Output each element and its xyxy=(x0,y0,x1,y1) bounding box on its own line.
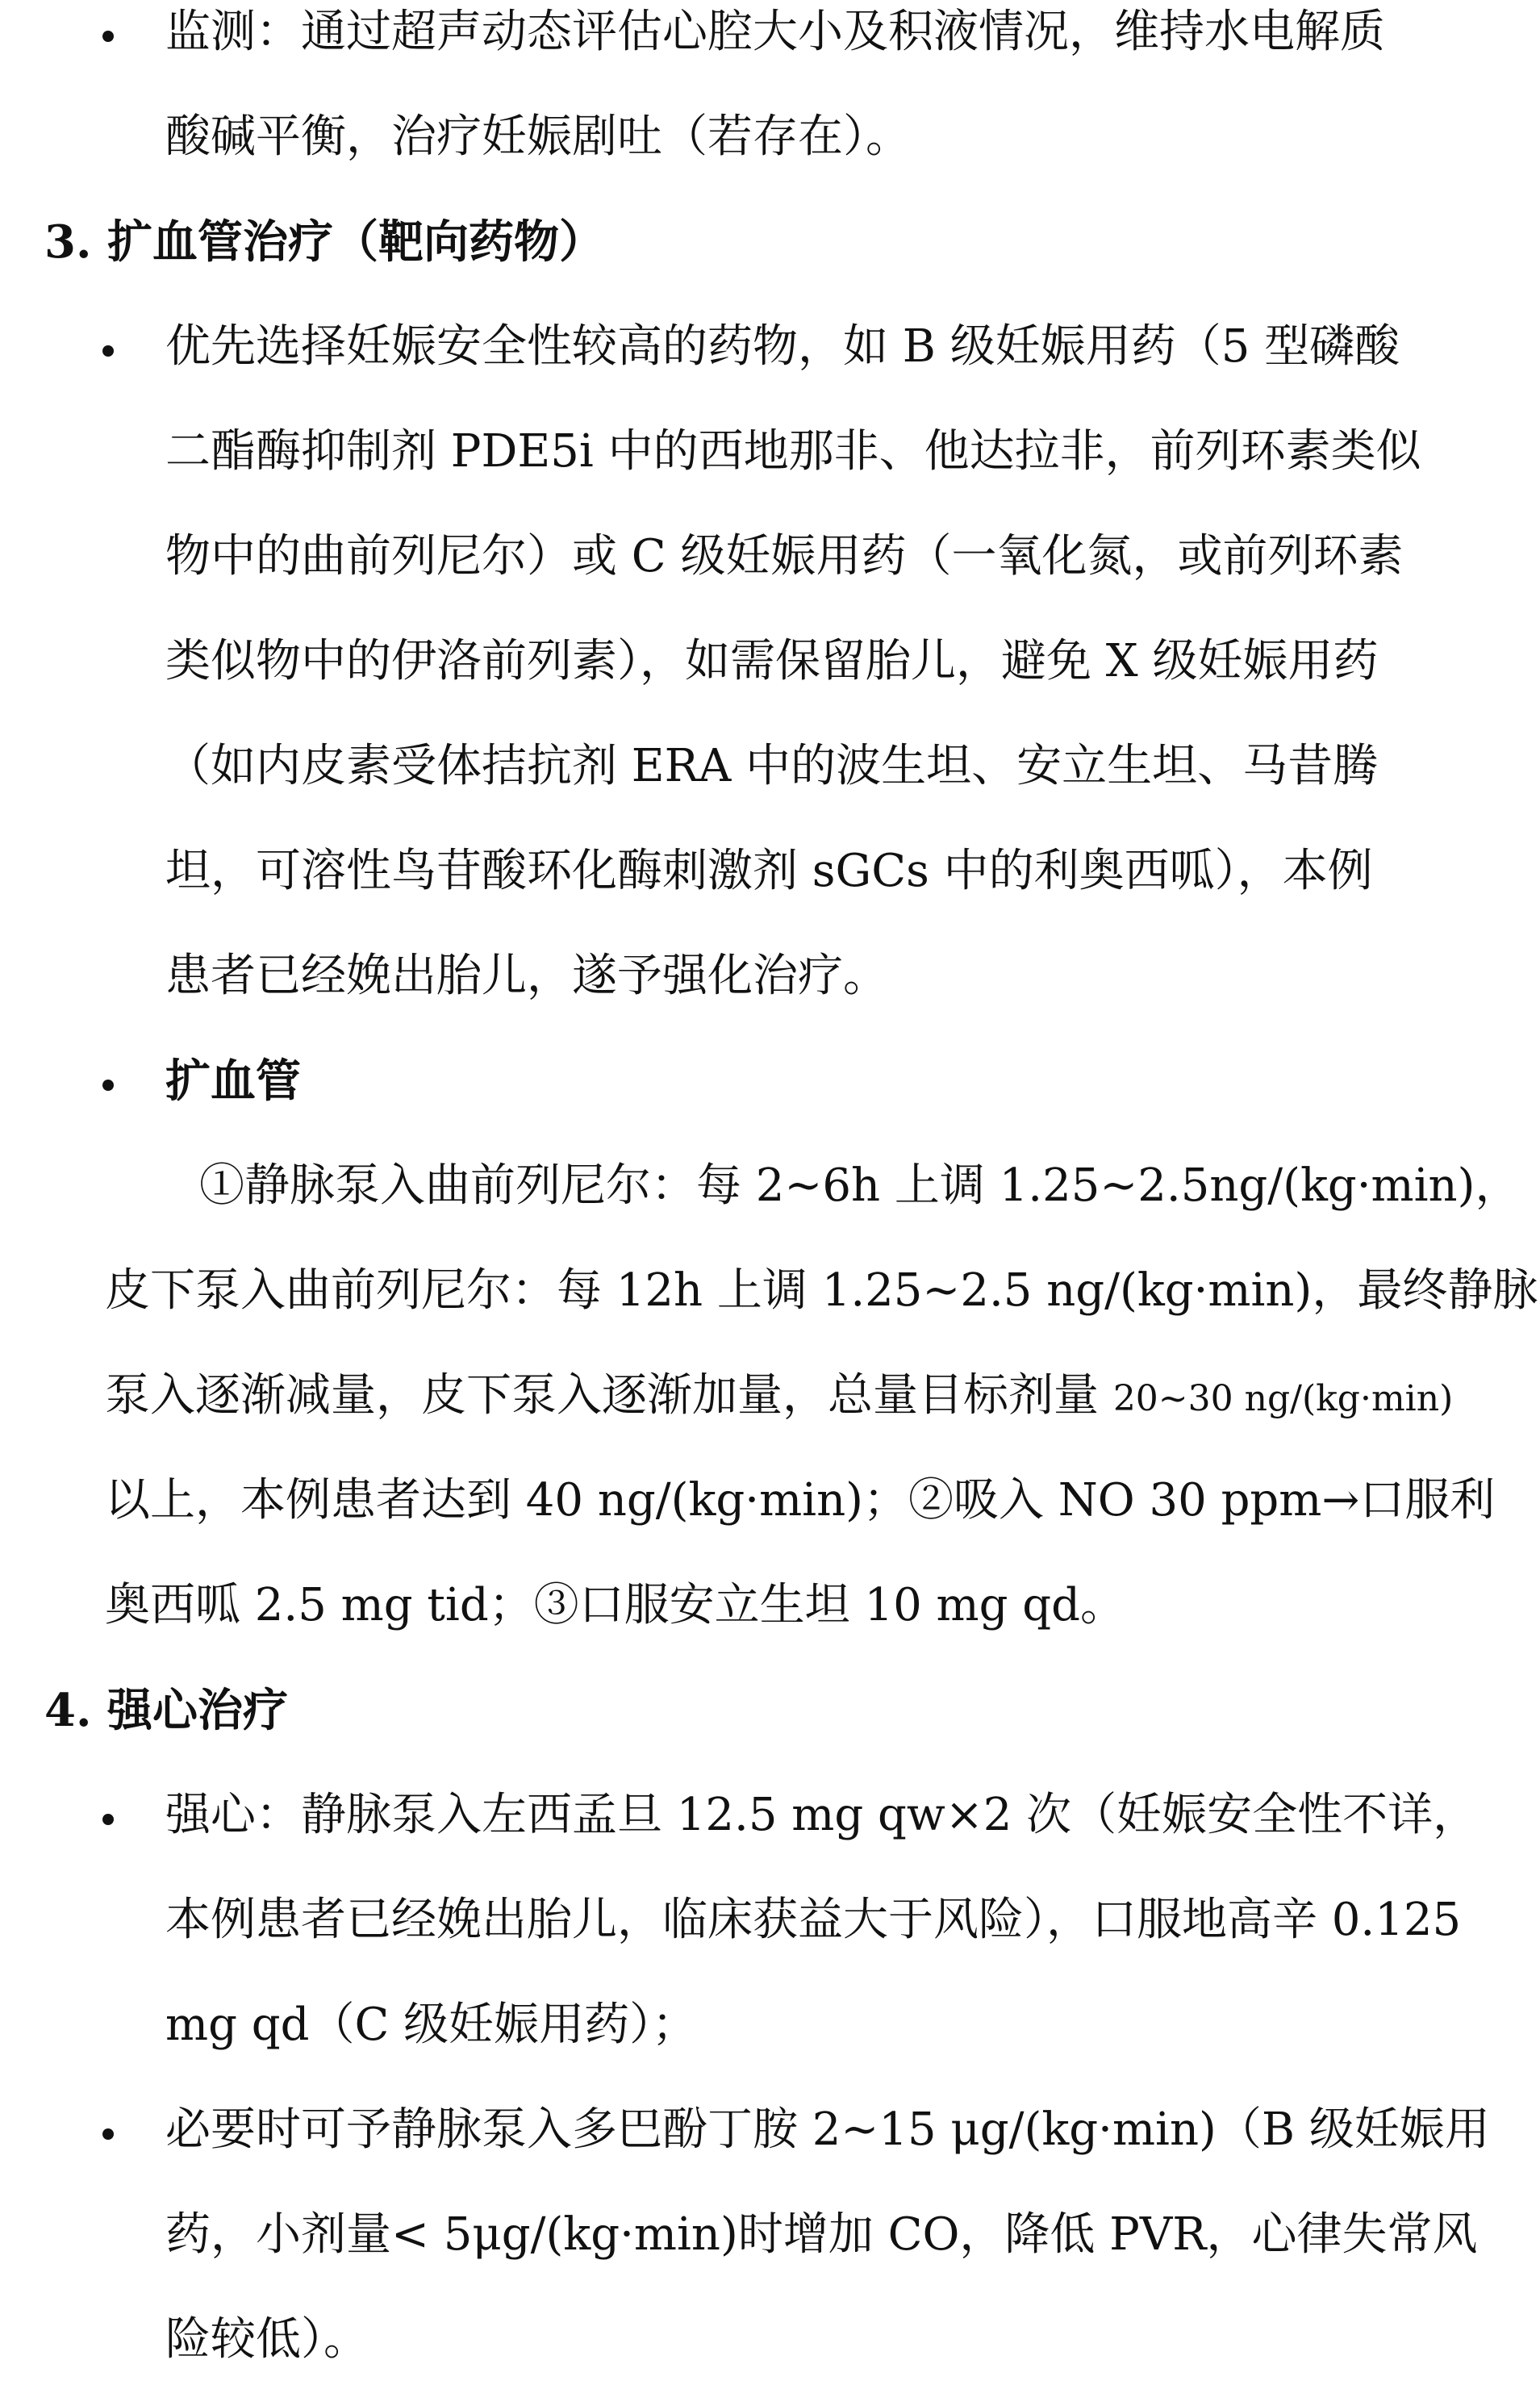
bullet-dot xyxy=(102,345,114,357)
bullet-dot xyxy=(102,2128,114,2140)
inotrope-line-3: mg qd（C 级妊娠用药）； xyxy=(165,1999,698,2051)
inotrope-line-2: 本例患者已经娩出胎儿，临床获益大于风险），口服地高辛 0.125 xyxy=(165,1894,1462,1946)
bullet-dot xyxy=(102,1814,114,1825)
monitor-line-2: 酸碱平衡，治疗妊娠剧吐（若存在）。 xyxy=(165,111,911,163)
drug-line-6: 坦，可溶性鸟苷酸环化酶刺激剂 sGCs 中的利奥西呱），本例 xyxy=(165,845,1373,897)
dobutamine-line-3: 险较低）。 xyxy=(165,2313,369,2366)
dosing-line-3-small: 20~30 ng/(kg·min) xyxy=(1112,1378,1454,1419)
inotrope-line-1: 强心：静脉泵入左西孟旦 12.5 mg qw×2 次（妊娠安全性不详， xyxy=(165,1789,1479,1841)
vasodilator-title: 扩血管 xyxy=(165,1055,301,1108)
dosing-line-4: 以上，本例患者达到 40 ng/(kg·min)；②吸入 NO 30 ppm→口服利 xyxy=(105,1474,1496,1527)
section-3-heading: 3. 扩血管治疗（靶向药物） xyxy=(44,215,604,269)
dobutamine-line-2: 药，小剂量< 5μg/(kg·min)时增加 CO，降低 PVR，心律失常风 xyxy=(165,2208,1478,2261)
drug-line-5: （如内皮素受体拮抗剂 ERA 中的波生坦、安立生坦、马昔腾 xyxy=(165,740,1379,792)
bullet-dot xyxy=(102,31,114,42)
dosing-line-5: 奥西呱 2.5 mg tid；③口服安立生坦 10 mg qd。 xyxy=(105,1579,1125,1631)
dosing-line-2: 皮下泵入曲前列尼尔：每 12h 上调 1.25~2.5 ng/(kg·min)，最终静脉 xyxy=(105,1264,1538,1317)
section-4-heading: 4. 强心治疗 xyxy=(44,1684,288,1737)
drug-line-1: 优先选择妊娠安全性较高的药物，如 B 级妊娠用药（5 型磷酸 xyxy=(165,320,1400,373)
monitor-line-1: 监测：通过超声动态评估心腔大小及积液情况，维持水电解质 xyxy=(165,6,1385,58)
drug-line-2: 二酯酶抑制剂 PDE5i 中的西地那非、他达拉非，前列环素类似 xyxy=(165,425,1421,478)
dobutamine-line-1: 必要时可予静脉泵入多巴酚丁胺 2~15 μg/(kg·min)（B 级妊娠用 xyxy=(165,2103,1490,2156)
drug-line-4: 类似物中的伊洛前列素），如需保留胎儿，避免 X 级妊娠用药 xyxy=(165,635,1379,687)
dosing-line-3 xyxy=(105,1364,1453,1428)
dosing-line-3-main: 泵入逐渐减量，皮下泵入逐渐加量，总量目标剂量 xyxy=(105,1369,1099,1422)
dosing-line-1: ①静脉泵入曲前列尼尔：每 2~6h 上调 1.25~2.5ng/(kg·min)， xyxy=(199,1159,1521,1212)
bullet-dot xyxy=(102,1080,114,1091)
drug-line-7: 患者已经娩出胎儿，遂予强化治疗。 xyxy=(165,950,888,1002)
drug-line-3: 物中的曲前列尼尔）或 C 级妊娠用药（一氧化氮，或前列环素 xyxy=(165,530,1404,583)
